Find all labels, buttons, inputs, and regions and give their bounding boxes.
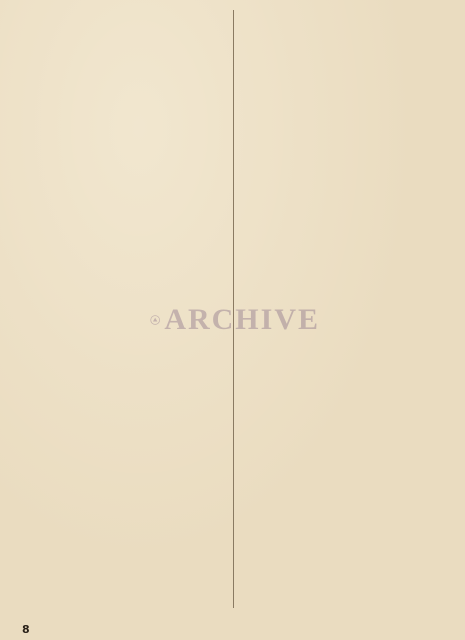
watermark-text: ARCHIVE xyxy=(164,303,320,336)
text-columns xyxy=(12,10,453,608)
page-number: 8 xyxy=(22,623,30,636)
left-column xyxy=(12,10,233,608)
page-footer xyxy=(0,620,465,636)
right-column xyxy=(233,10,454,608)
